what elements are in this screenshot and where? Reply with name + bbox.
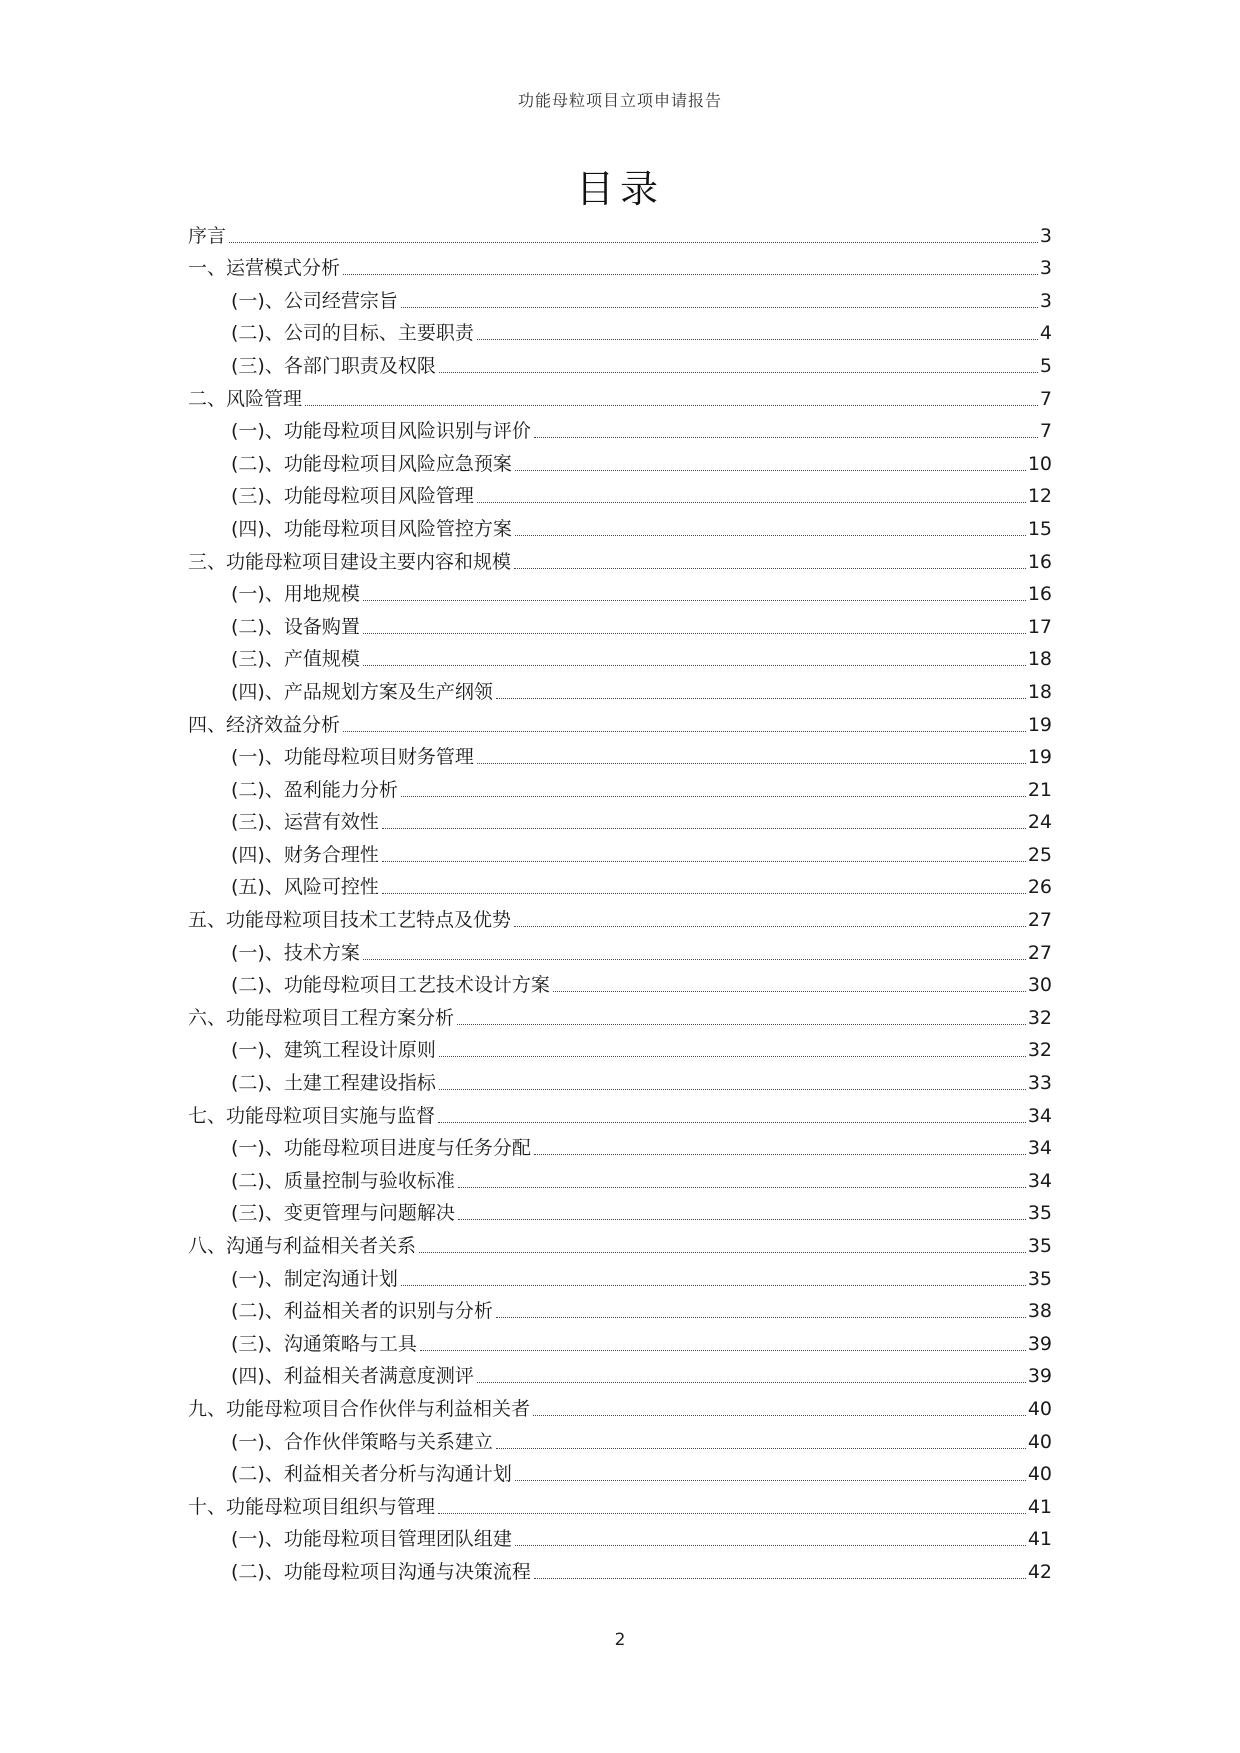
toc-title: 目录: [575, 167, 664, 211]
toc-section-entry[interactable]: [188, 215, 1052, 248]
toc-entry-page: 40: [1027, 1397, 1052, 1420]
dot-leader: [401, 795, 1026, 797]
dot-leader: [534, 436, 1038, 438]
toc-subsection-entry[interactable]: [188, 508, 1052, 541]
toc-entry-label: 十、功能母粒项目组织与管理: [188, 1495, 436, 1518]
dot-leader: [363, 632, 1026, 634]
toc-subsection-entry[interactable]: [188, 1160, 1052, 1193]
toc-entry-page: 16: [1027, 583, 1052, 606]
toc-entry-page: 18: [1027, 648, 1052, 671]
dot-leader: [496, 1447, 1026, 1449]
dot-leader: [438, 1512, 1026, 1514]
dot-leader: [514, 567, 1026, 569]
toc-entry-label: (二)、利益相关者的识别与分析: [231, 1300, 493, 1323]
toc-entry-label: (一)、合作伙伴策略与关系建立: [231, 1430, 493, 1453]
dot-leader: [553, 990, 1026, 992]
dot-leader: [477, 338, 1038, 340]
toc-section-entry[interactable]: [188, 1095, 1052, 1128]
dot-leader: [533, 1414, 1026, 1416]
toc-subsection-entry[interactable]: [188, 280, 1052, 313]
toc-subsection-entry[interactable]: [188, 1258, 1052, 1291]
toc-subsection-entry[interactable]: [188, 313, 1052, 346]
dot-leader: [305, 404, 1038, 406]
dot-leader: [515, 1479, 1026, 1481]
toc-subsection-entry[interactable]: [188, 443, 1052, 476]
toc-entry-label: (四)、利益相关者满意度测评: [231, 1365, 474, 1388]
toc-entry-page: 34: [1027, 1169, 1052, 1192]
toc-entry-label: 五、功能母粒项目技术工艺特点及优势: [188, 909, 512, 932]
toc-entry-label: (一)、制定沟通计划: [231, 1267, 398, 1290]
toc-entry-page: 12: [1027, 485, 1052, 508]
toc-entry-label: (一)、用地规模: [231, 583, 360, 606]
dot-leader: [477, 1381, 1026, 1383]
toc-subsection-entry[interactable]: [188, 1062, 1052, 1095]
toc-entry-label: 三、功能母粒项目建设主要内容和规模: [188, 550, 512, 573]
toc-entry-label: (二)、设备购置: [231, 615, 360, 638]
toc-section-entry[interactable]: [188, 541, 1052, 574]
dot-leader: [515, 469, 1026, 471]
toc-entry-label: (一)、功能母粒项目风险识别与评价: [231, 420, 531, 443]
toc-subsection-entry[interactable]: [188, 1551, 1052, 1584]
dot-leader: [363, 958, 1026, 960]
toc-entry-page: 7: [1039, 420, 1052, 443]
toc-entry-label: (四)、功能母粒项目风险管控方案: [231, 517, 512, 540]
toc-entry-label: (三)、各部门职责及权限: [231, 354, 436, 377]
toc-entry-page: 25: [1027, 843, 1052, 866]
toc-subsection-entry[interactable]: [188, 1030, 1052, 1063]
toc-subsection-entry[interactable]: [188, 1519, 1052, 1552]
toc-entry-label: (二)、质量控制与验收标准: [231, 1169, 455, 1192]
toc-subsection-entry[interactable]: [188, 1421, 1052, 1454]
dot-leader: [229, 241, 1038, 243]
toc-entry-page: 19: [1027, 746, 1052, 769]
toc-entry-label: (二)、功能母粒项目风险应急预案: [231, 452, 512, 475]
toc-subsection-entry[interactable]: [188, 867, 1052, 900]
toc-entry-page: 38: [1027, 1300, 1052, 1323]
dot-leader: [363, 599, 1026, 601]
toc-entry-label: (一)、技术方案: [231, 941, 360, 964]
toc-entry-label: (二)、公司的目标、主要职责: [231, 322, 474, 345]
toc-entry-page: 5: [1039, 354, 1052, 377]
toc-subsection-entry[interactable]: [188, 1291, 1052, 1324]
toc-entry-label: 四、经济效益分析: [188, 713, 341, 736]
dot-leader: [457, 1023, 1026, 1025]
toc-entry-page: 15: [1027, 517, 1052, 540]
toc-entry-label: (二)、土建工程建设指标: [231, 1072, 436, 1095]
dot-leader: [401, 1284, 1026, 1286]
dot-leader: [477, 501, 1026, 503]
toc-entry-label: (一)、功能母粒项目财务管理: [231, 746, 474, 769]
toc-entry-page: 21: [1027, 778, 1052, 801]
running-header: 功能母粒项目立项申请报告: [517, 91, 722, 110]
toc-subsection-entry[interactable]: [188, 1356, 1052, 1389]
dot-leader: [496, 1316, 1026, 1318]
toc-section-entry[interactable]: [188, 378, 1052, 411]
toc-entry-label: (一)、公司经营宗旨: [231, 289, 398, 312]
dot-leader: [382, 860, 1026, 862]
toc-entry-page: 3: [1039, 224, 1052, 247]
toc-entry-label: (五)、风险可控性: [231, 876, 379, 899]
toc-subsection-entry[interactable]: [188, 574, 1052, 607]
toc-entry-label: (二)、功能母粒项目沟通与决策流程: [231, 1560, 531, 1583]
toc-entry-label: (一)、建筑工程设计原则: [231, 1039, 436, 1062]
toc-section-entry[interactable]: [188, 1486, 1052, 1519]
dot-leader: [514, 925, 1026, 927]
toc-entry-page: 41: [1027, 1495, 1052, 1518]
dot-leader: [343, 730, 1026, 732]
toc-entry-page: 40: [1027, 1463, 1052, 1486]
toc-entry-page: 34: [1027, 1104, 1052, 1127]
toc-subsection-entry[interactable]: [188, 476, 1052, 509]
toc-subsection-entry[interactable]: [188, 834, 1052, 867]
toc-entry-label: (三)、运营有效性: [231, 811, 379, 834]
toc-entry-label: 一、运营模式分析: [188, 257, 341, 280]
toc-entry-label: 六、功能母粒项目工程方案分析: [188, 1006, 455, 1029]
toc-entry-page: 33: [1027, 1072, 1052, 1095]
dot-leader: [439, 1055, 1026, 1057]
toc-entry-label: 九、功能母粒项目合作伙伴与利益相关者: [188, 1397, 531, 1420]
toc-entry-label: (三)、沟通策略与工具: [231, 1332, 417, 1355]
toc-entry-page: 41: [1027, 1528, 1052, 1551]
toc-entry-label: (二)、利益相关者分析与沟通计划: [231, 1463, 512, 1486]
dot-leader: [515, 1544, 1026, 1546]
toc-subsection-entry[interactable]: [188, 737, 1052, 770]
toc-entry-label: 序言: [188, 224, 227, 247]
toc-subsection-entry[interactable]: [188, 1454, 1052, 1487]
toc-entry-page: 19: [1027, 713, 1052, 736]
toc-subsection-entry[interactable]: [188, 802, 1052, 835]
toc-subsection-entry[interactable]: [188, 1193, 1052, 1226]
toc-section-entry[interactable]: [188, 248, 1052, 281]
toc-entry-page: 3: [1039, 257, 1052, 280]
toc-entry-page: 30: [1027, 974, 1052, 997]
toc-entry-page: 17: [1027, 615, 1052, 638]
dot-leader: [420, 1349, 1026, 1351]
toc-entry-page: 34: [1027, 1137, 1052, 1160]
toc-entry-page: 32: [1027, 1006, 1052, 1029]
toc-entry-page: 18: [1027, 680, 1052, 703]
toc-entry-label: (三)、功能母粒项目风险管理: [231, 485, 474, 508]
toc-entry-label: 八、沟通与利益相关者关系: [188, 1235, 417, 1257]
toc-subsection-entry[interactable]: [188, 1323, 1052, 1356]
dot-leader: [458, 1218, 1026, 1220]
dot-leader: [534, 1153, 1026, 1155]
toc-section-entry[interactable]: [188, 1225, 1052, 1258]
toc-entry-page: 16: [1027, 550, 1052, 573]
toc-entry-page: 39: [1027, 1365, 1052, 1388]
dot-leader: [458, 1186, 1026, 1188]
dot-leader: [439, 371, 1038, 373]
dot-leader: [477, 762, 1026, 764]
toc-subsection-entry[interactable]: [188, 932, 1052, 965]
toc-entry-label: (四)、产品规划方案及生产纲领: [231, 680, 493, 703]
toc-entry-page: 7: [1039, 387, 1052, 410]
toc-entry-label: (三)、产值规模: [231, 648, 360, 671]
toc-entry-page: 39: [1027, 1332, 1052, 1355]
toc-entry-page: 24: [1027, 811, 1052, 834]
dot-leader: [343, 273, 1038, 275]
dot-leader: [515, 534, 1026, 536]
dot-leader: [438, 1121, 1026, 1123]
dot-leader: [382, 892, 1026, 894]
toc-subsection-entry[interactable]: [188, 345, 1052, 378]
page-number: 2: [614, 1630, 626, 1650]
toc-entry-label: (二)、盈利能力分析: [231, 778, 398, 801]
toc-entry-label: (一)、功能母粒项目进度与任务分配: [231, 1137, 531, 1160]
toc-subsection-entry[interactable]: [188, 411, 1052, 444]
toc-entry-label: 二、风险管理: [188, 387, 303, 410]
toc-entry-page: 10: [1027, 452, 1052, 475]
toc-entry-page: 4: [1039, 322, 1052, 345]
dot-leader: [401, 306, 1038, 308]
toc-subsection-entry[interactable]: [188, 769, 1052, 802]
dot-leader: [382, 827, 1026, 829]
toc-subsection-entry[interactable]: [188, 1128, 1052, 1161]
toc-subsection-entry[interactable]: [188, 639, 1052, 672]
toc-section-entry[interactable]: [188, 1388, 1052, 1421]
toc-entry-page: 27: [1027, 941, 1052, 964]
toc-subsection-entry[interactable]: [188, 671, 1052, 704]
toc-entry-page: 42: [1027, 1560, 1052, 1583]
toc-entry-page: 40: [1027, 1430, 1052, 1453]
dot-leader: [496, 697, 1026, 699]
toc-entry-label: (一)、功能母粒项目管理团队组建: [231, 1528, 512, 1551]
dot-leader: [363, 664, 1026, 666]
toc-entry-label: (三)、变更管理与问题解决: [231, 1202, 455, 1225]
table-of-contents: [188, 215, 1052, 1584]
toc-entry-page: 35: [1027, 1267, 1052, 1290]
toc-subsection-entry[interactable]: [188, 606, 1052, 639]
toc-section-entry[interactable]: [188, 704, 1052, 737]
toc-section-entry[interactable]: [188, 899, 1052, 932]
dot-leader: [534, 1577, 1026, 1579]
dot-leader: [439, 1088, 1026, 1090]
dot-leader: [419, 1251, 1026, 1253]
toc-entry-page: 35: [1027, 1202, 1052, 1225]
toc-entry-page: 32: [1027, 1039, 1052, 1062]
toc-entry-page: 26: [1027, 876, 1052, 899]
toc-entry-page: 27: [1027, 909, 1052, 932]
toc-section-entry[interactable]: [188, 997, 1052, 1030]
toc-entry-page: 35: [1027, 1235, 1052, 1257]
toc-entry-label: (四)、财务合理性: [231, 843, 379, 866]
toc-entry-label: (二)、功能母粒项目工艺技术设计方案: [231, 974, 550, 997]
toc-entry-label: 七、功能母粒项目实施与监督: [188, 1104, 436, 1127]
toc-entry-page: 3: [1039, 289, 1052, 312]
toc-subsection-entry[interactable]: [188, 965, 1052, 998]
